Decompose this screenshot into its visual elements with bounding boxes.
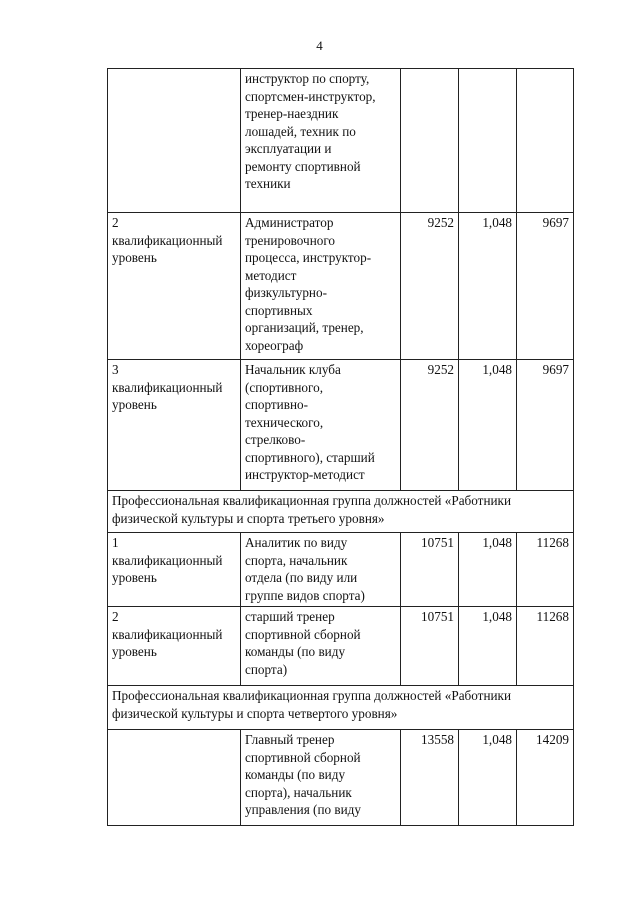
group-header: Профессиональная квалификационная группа должностей «Работники физической культуры и спорта четвертого уровня»: [108, 686, 574, 730]
coefficient-cell: 1,048: [459, 607, 517, 686]
table-row: [108, 533, 574, 607]
position-cell: старший тренер спортивной сборной команды (по виду спорта): [241, 607, 401, 686]
qualification-level-cell: [108, 730, 241, 826]
base-salary-cell: 9252: [401, 213, 459, 360]
table-row: [108, 607, 574, 686]
base-salary-cell: 10751: [401, 607, 459, 686]
qualification-level-cell: 2 квалификационный уровень: [108, 213, 241, 360]
group-header: Профессиональная квалификационная группа должностей «Работники физической культуры и спорта третьего уровня»: [108, 491, 574, 533]
page-number: 4: [316, 38, 323, 53]
total-salary-cell: 11268: [517, 533, 574, 607]
position-cell: Начальник клуба (спортивного, спортивно- технического, стрелково- спортивного), старший инструктор-методист: [241, 360, 401, 491]
total-salary-cell: [517, 69, 574, 213]
coefficient-cell: 1,048: [459, 533, 517, 607]
qualification-level-cell: 2 квалификационный уровень: [108, 607, 241, 686]
base-salary-cell: [401, 69, 459, 213]
position-cell: Аналитик по виду спорта, начальник отдела (по виду или группе видов спорта): [241, 533, 401, 607]
qualification-level-cell: 3 квалификационный уровень: [108, 360, 241, 491]
total-salary-cell: 9697: [517, 360, 574, 491]
base-salary-cell: 9252: [401, 360, 459, 491]
base-salary-cell: 13558: [401, 730, 459, 826]
base-salary-cell: 10751: [401, 533, 459, 607]
total-salary-cell: 11268: [517, 607, 574, 686]
coefficient-cell: [459, 69, 517, 213]
position-cell: Главный тренер спортивной сборной команды (по виду спорта), начальник управления (по виду: [241, 730, 401, 826]
total-salary-cell: 9697: [517, 213, 574, 360]
table-row: [108, 360, 574, 491]
group-header-row: [108, 686, 574, 730]
table-row: [108, 213, 574, 360]
coefficient-cell: 1,048: [459, 360, 517, 491]
coefficient-cell: 1,048: [459, 213, 517, 360]
table-row: [108, 730, 574, 826]
position-cell: Администратор тренировочного процесса, инструктор- методист физкультурно- спортивных организаций, тренер, хореограф: [241, 213, 401, 360]
group-header-row: [108, 491, 574, 533]
total-salary-cell: 14209: [517, 730, 574, 826]
coefficient-cell: 1,048: [459, 730, 517, 826]
position-cell: инструктор по спорту, спортсмен-инструктор, тренер-наездник лошадей, техник по эксплуатации и ремонту спортивной техники: [241, 69, 401, 213]
qualification-level-cell: [108, 69, 241, 213]
qualification-level-cell: 1 квалификационный уровень: [108, 533, 241, 607]
table-row: [108, 69, 574, 213]
salary-table: [107, 68, 574, 826]
